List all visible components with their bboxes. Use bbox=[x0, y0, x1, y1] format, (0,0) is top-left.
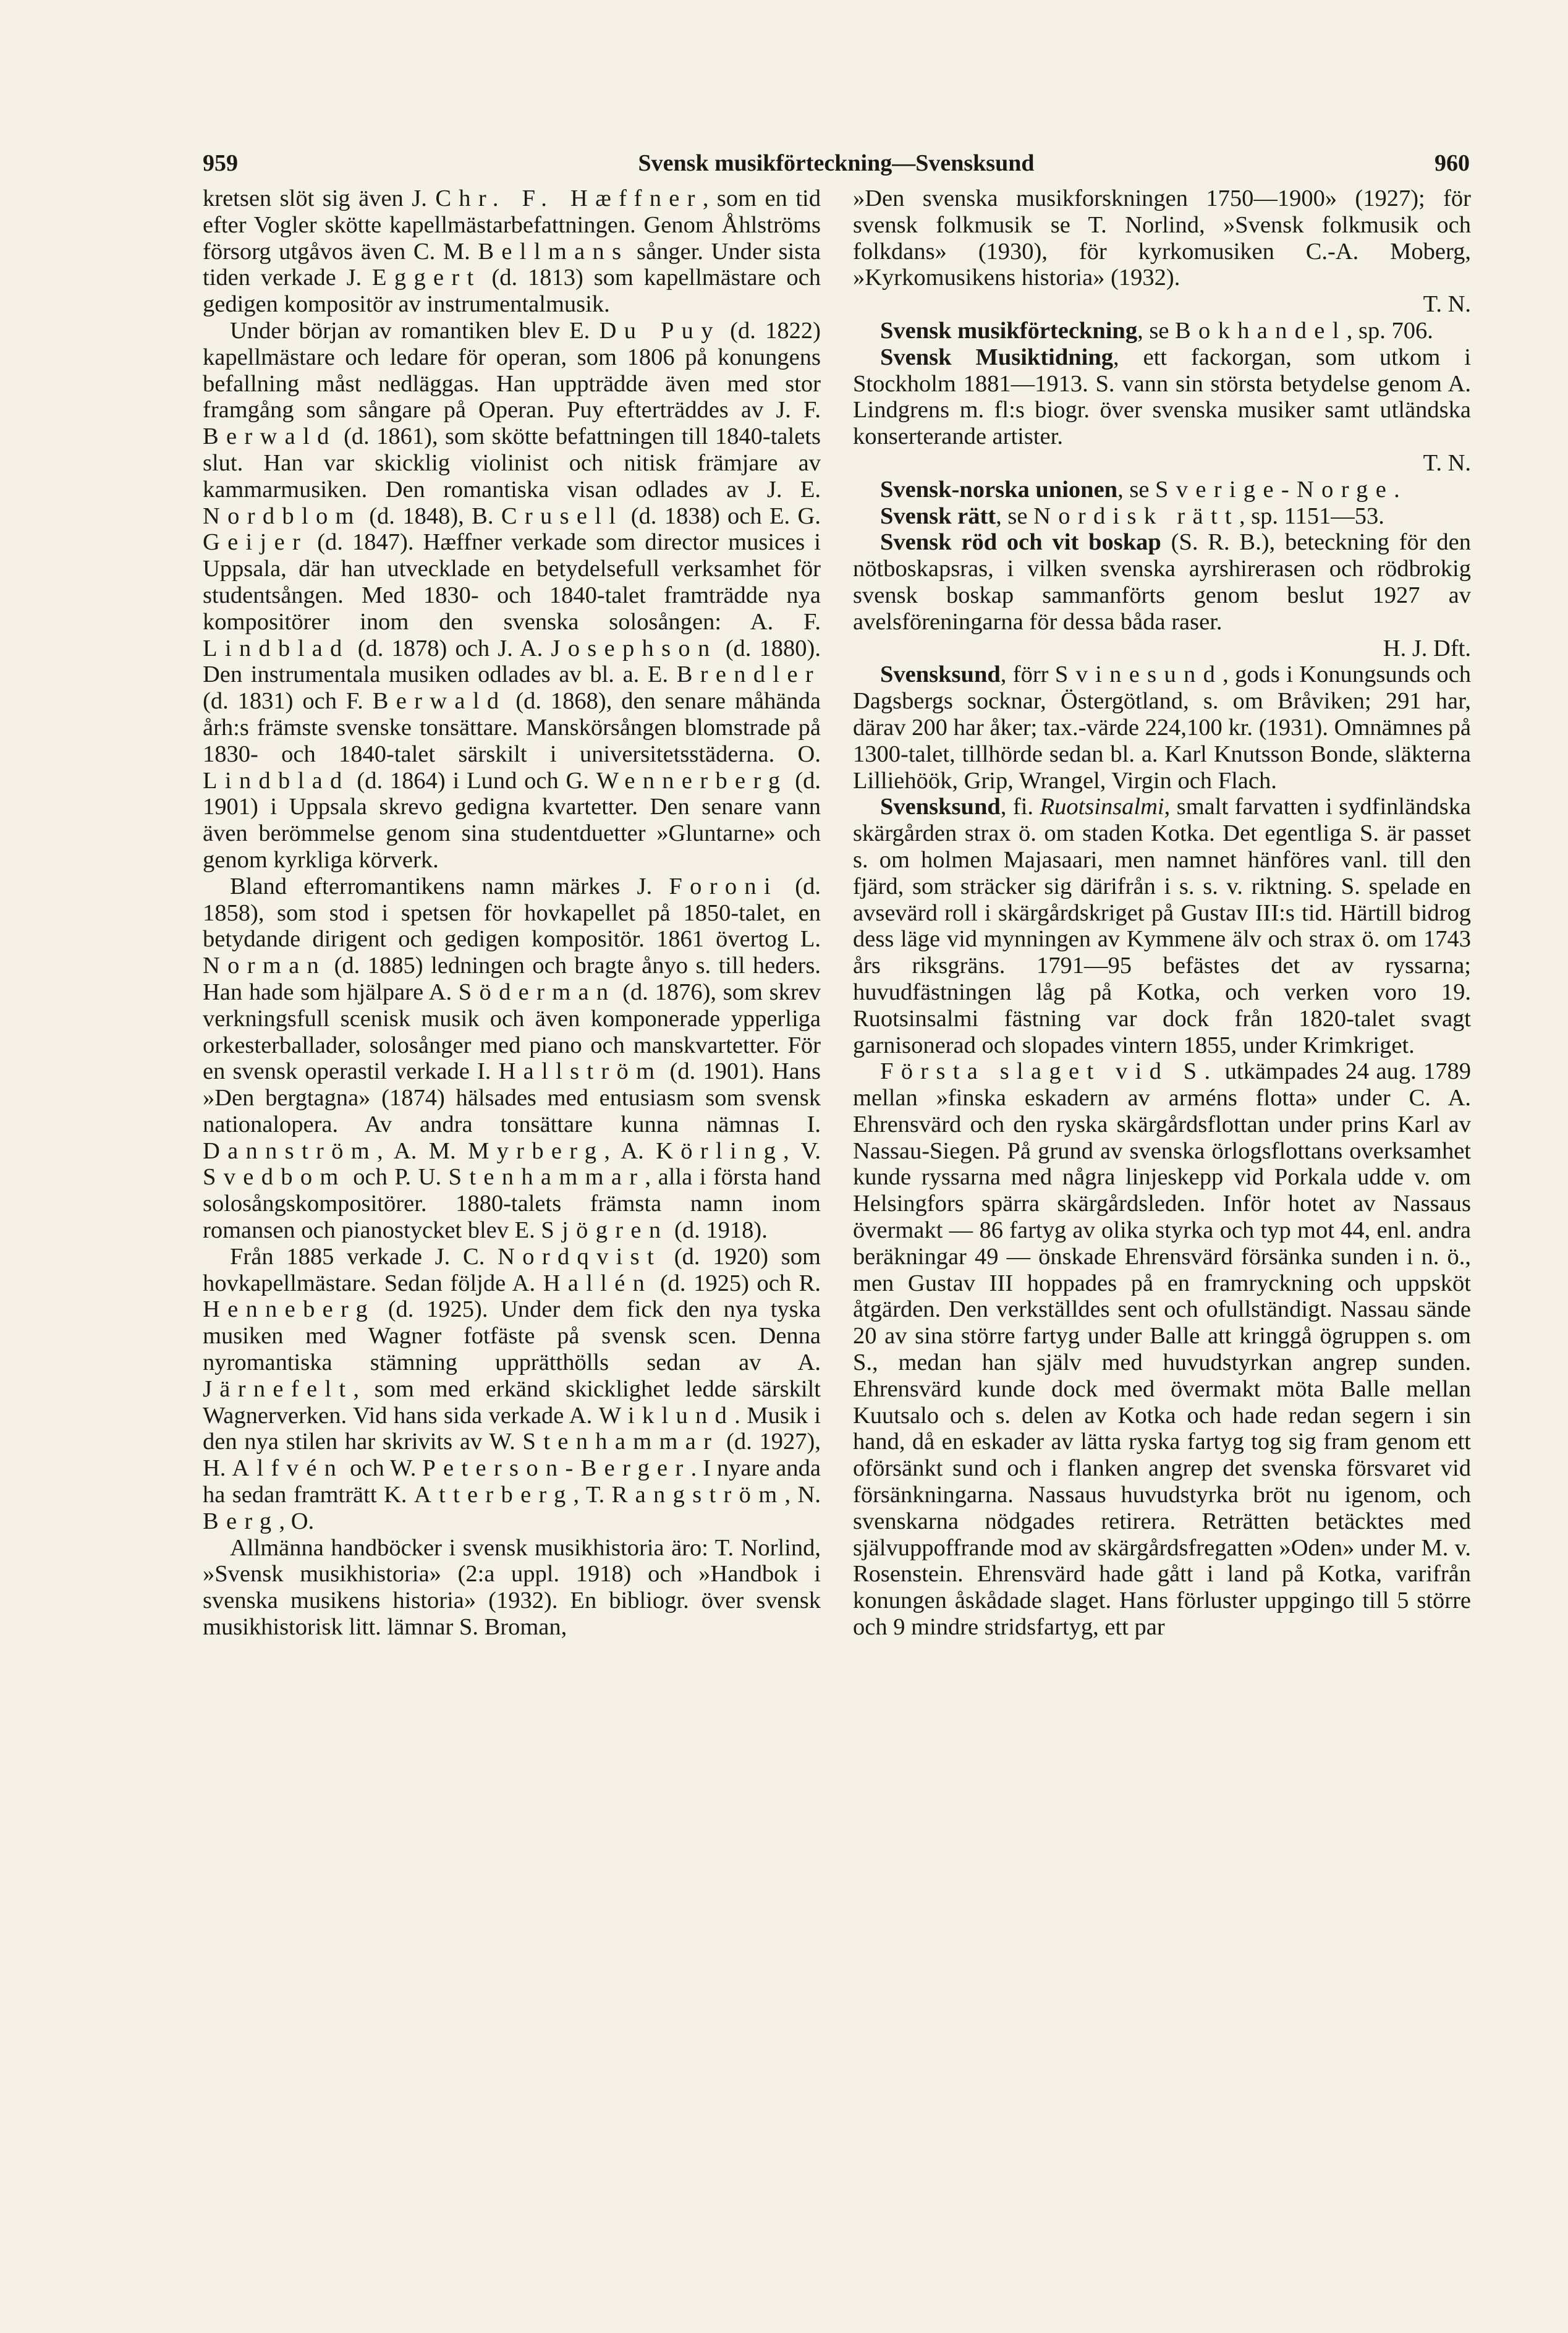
page-number-right: 960 bbox=[1435, 150, 1470, 176]
signature: T. N. bbox=[1423, 291, 1471, 318]
entry: Första slaget vid S. utkämpades 24 aug. 1789 mellan »finska eskadern av arméns flotta» under C. A. Ehrensvärd och den ryska skärgårdsflottan under prins Karl av Nassau-Siegen. På grund av svenska örlogsflottans overksamhet kunde ryssarna med några linjeskepp vid Porkala udde v. om Helsingfors spärra skärgårdsleden. Inför hotet av Nassaus övermakt — 86 fartyg av olika styrka och typ mot 44, enl. andra beräkningar 49 — önskade Ehrensvärd försänka sunden i n. ö., men Gustav III hoppades på en framryckning och uppsköt åtgärden. Den verkställdes sent och ofullständigt. Nassau sände 20 av sina större fartyg under Balle att kringgå ögruppen s. om S., medan han själv med huvudstyrkan angrep sunden. Ehrensvärd kunde dock med övermakt möta Balle mellan Kuutsalo och s. delen av Kotka och hade redan segern i sin hand, då en eskader av lätta ryska fartyg tog sig fram genom ett oförsänkt sund och i flanken angrep det svenska försvaret vid försänkningarna. Nassaus huvudstyrka bröt nu igenom, och svenskarna nödgades retirera. Reträtten betäcktes med självuppoffrande mod av skärgårdsfregatten »Oden» under M. v. Rosenstein. Ehrensvärd hade gått i land på Kotka, varifrån konungen åskådade slaget. Hans förluster uppgingo till 5 större och 9 mindre stridsfartyg, ett par bbox=[853, 1058, 1471, 1641]
paragraph: Allmänna handböcker i svensk musikhistoria äro: T. Norlind, »Svensk musikhistoria» (2:a uppl. 1918) och »Handbok i svenska musikens historia» (1932). En bibliogr. över svensk musikhistorisk litt. lämnar S. Broman, bbox=[203, 1534, 821, 1641]
signature: T. N. bbox=[1423, 449, 1471, 476]
paragraph: Under början av romantiken blev E. Du Puy (d. 1822) kapellmästare och ledare för operan, som 1806 på konungens befallning måst nedläggas. Han uppträdde även med stor framgång som sångare på Operan. Puy efterträddes av J. F. Berwald (d. 1861), som skötte befattningen till 1840-talets slut. Han var skicklig violinist och nitisk främjare av kammarmusiken. Den romantiska visan odlades av J. E. Nordblom (d. 1848), B. Crusell (d. 1838) och E. G. Geijer (d. 1847). Hæffner verkade som director musices i Uppsala, där han utvecklade en betydelsefull verksamhet för studentsången. Med 1830- och 1840-talet framträdde nya kompositörer inom den svenska solosången: A. F. Lindblad (d. 1878) och J. A. Josephson (d. 1880). Den instrumentala musiken odlades av bl. a. E. Brendler (d. 1831) och F. Berwald (d. 1868), den senare måhända årh:s främste svenske tonsättare. Manskörsången blomstrade på 1830- och 1840-talet särskilt i universitetsstäderna. O. Lindblad (d. 1864) i Lund och G. Wennerberg (d. 1901) i Uppsala skrevo gedigna kvartetter. Den senare vann även berömmelse genom sina studentduetter »Gluntarne» och genom kyrkliga körverk. bbox=[203, 317, 821, 873]
entry: Svensk musikförteckning, se Bokhandel, sp. 706. bbox=[880, 317, 1433, 344]
entry: Svensk rätt, se Nordisk rätt, sp. 1151—53. bbox=[880, 503, 1384, 529]
paragraph: kretsen slöt sig även J. Chr. F. Hæffner, som en tid efter Vogler skötte kapellmästarbefattningen. Genom Åhlströms försorg utgåvos även C. M. Bellmans sånger. Under sista tiden verkade J. Eggert (d. 1813) som kapellmästare och gedigen kompositör av instrumentalmusik. bbox=[203, 185, 821, 318]
paragraph: Bland efterromantikens namn märkes J. Foroni (d. 1858), som stod i spetsen för hovkapellet på 1850-talet, en betydande dirigent och gedigen kompositör. 1861 övertog L. Norman (d. 1885) ledningen och bragte ånyo s. till heders. Han hade som hjälpare A. Söderman (d. 1876), som skrev verkningsfull scenisk musik och även komponerade ypperliga orkesterballader, solosånger med piano och manskvartetter. För en svensk operastil verkade I. Hallström (d. 1901). Hans »Den bergtagna» (1874) hälsades med entusiasm som svensk nationalopera. Av andra tonsättare kunna nämnas I. Dannström, A. M. Myrberg, A. Körling, V. Svedbom och P. U. Stenhammar, alla i första hand solosångskompositörer. 1880-talets främsta namn inom romansen och pianostycket blev E. Sjögren (d. 1918). bbox=[203, 873, 821, 1244]
page-header bbox=[203, 137, 1470, 181]
paragraph: »Den svenska musikforskningen 1750—1900» (1927); för svensk folkmusik se T. Norlind, »Svensk folkmusik och folkdans» (1930), för kyrkomusiken C.-A. Moberg, »Kyrkomusikens historia» (1932). T. N. bbox=[853, 185, 1471, 318]
entry: Svensk röd och vit boskap (S. R. B.), beteckning för den nötboskapsras, i vilken svenska ayrshirerasen och rödbrokig svensk boskap sammanförts genom beslut 1927 av avelsföreningarna för dessa båda raser. H. J. Dft. bbox=[853, 529, 1471, 661]
entry: Svensksund, fi. Ruotsinsalmi, smalt farvatten i sydfinländska skärgården strax ö. om staden Kotka. Det egentliga S. är passet s. om holmen Majasaari, men namnet hänföres vanl. till den fjärd, som sträcker sig därifrån i s. s. v. riktning. S. spelade en avsevärd roll i skärgårdskriget på Gustav III:s tid. Härtill bidrog dess läge vid mynningen av Kymmene älv och strax ö. om 1743 års riksgräns. 1791—95 befästes det av ryssarna; huvudfästningen låg på Kotka, och verken voro 19. Ruotsinsalmi fästning var dock från 1820-talet svagt garnisonerad och slopades vintern 1855, under Krimkriget. bbox=[853, 794, 1471, 1058]
signature: H. J. Dft. bbox=[1383, 635, 1471, 661]
entry: Svensksund, förr Svinesund, gods i Konungsunds och Dagsbergs socknar, Östergötland, s. om Bråviken; 291 har, därav 200 har åker; tax.-värde 224,100 kr. (1931). Omnämnes på 1300-talet, tillhörde sedan bl. a. Karl Knutsson Bonde, släkterna Lilliehöök, Grip, Wrangel, Virgin och Flach. bbox=[853, 661, 1471, 794]
right-column bbox=[853, 185, 1471, 2238]
page-number-left: 959 bbox=[203, 150, 238, 176]
left-column bbox=[203, 185, 821, 2238]
running-title: Svensk musikförteckning—Svensksund bbox=[638, 150, 1035, 176]
entry: Svensk Musiktidning, ett fackorgan, som utkom i Stockholm 1881—1913. S. vann sin största betydelse genom A. Lindgrens m. fl:s biogr. över svenska musiker samt utländska konserterande artister. T. N. bbox=[853, 344, 1471, 476]
entry: Svensk-norska unionen, se Sverige-Norge. bbox=[880, 476, 1400, 503]
paragraph: Från 1885 verkade J. C. Nordqvist (d. 1920) som hovkapellmästare. Sedan följde A. Hallén (d. 1925) och R. Henneberg (d. 1925). Under dem fick den nya tyska musiken med Wagner fotfäste på svensk scen. Denna nyromantiska stämning upprätthölls sedan av A. Järnefelt, som med erkänd skicklighet ledde särskilt Wagnerverken. Vid hans sida verkade A. Wiklund. Musik i den nya stilen har skrivits av W. Stenhammar (d. 1927), H. Alfvén och W. Peterson-Berger. I nyare anda ha sedan framträtt K. Atterberg, T. Rangström, N. Berg, O. bbox=[203, 1243, 821, 1534]
